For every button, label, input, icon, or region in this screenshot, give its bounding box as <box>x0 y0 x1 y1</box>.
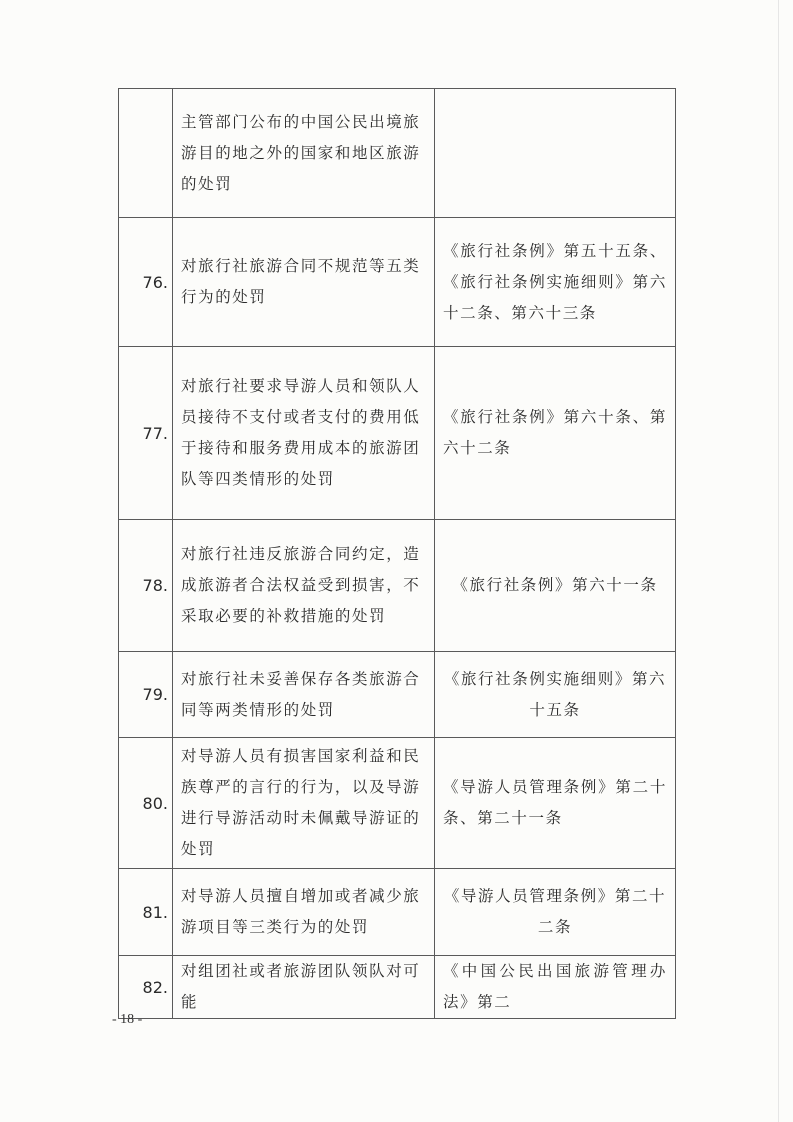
penalty-table <box>118 88 676 1019</box>
row-number: 77. <box>119 347 173 520</box>
legal-basis: 《旅行社条例》第五十五条、《旅行社条例实施细则》第六十二条、第六十三条 <box>435 218 676 347</box>
legal-basis: 《导游人员管理条例》第二十条、第二十一条 <box>435 738 676 869</box>
row-number: 81. <box>119 869 173 956</box>
legal-basis <box>435 89 676 218</box>
penalty-item: 对组团社或者旅游团队领队对可能 <box>173 956 435 1019</box>
row-number <box>119 89 173 218</box>
table-row <box>119 89 676 218</box>
table-row <box>119 869 676 956</box>
penalty-item: 对导游人员有损害国家利益和民族尊严的言行的行为，以及导游进行导游活动时未佩戴导游证的处罚 <box>173 738 435 869</box>
penalty-item: 对旅行社旅游合同不规范等五类行为的处罚 <box>173 218 435 347</box>
legal-basis: 《中国公民出国旅游管理办法》第二 <box>435 956 676 1019</box>
table-row <box>119 520 676 652</box>
legal-basis: 《旅行社条例实施细则》第六十五条 <box>435 652 676 738</box>
legal-basis: 《旅行社条例》第六十条、第六十二条 <box>435 347 676 520</box>
table-row <box>119 347 676 520</box>
penalty-item: 对旅行社违反旅游合同约定，造成旅游者合法权益受到损害，不采取必要的补救措施的处罚 <box>173 520 435 652</box>
penalty-item: 对旅行社未妥善保存各类旅游合同等两类情形的处罚 <box>173 652 435 738</box>
table-row <box>119 738 676 869</box>
table-row <box>119 218 676 347</box>
table-row <box>119 652 676 738</box>
penalty-item: 对导游人员擅自增加或者减少旅游项目等三类行为的处罚 <box>173 869 435 956</box>
legal-basis: 《旅行社条例》第六十一条 <box>435 520 676 652</box>
row-number: 76. <box>119 218 173 347</box>
scan-edge-line <box>778 0 779 1122</box>
penalty-item: 对旅行社要求导游人员和领队人员接待不支付或者支付的费用低于接待和服务费用成本的旅游团队等四类情形的处罚 <box>173 347 435 520</box>
penalty-item: 主管部门公布的中国公民出境旅游目的地之外的国家和地区旅游的处罚 <box>173 89 435 218</box>
legal-basis: 《导游人员管理条例》第二十二条 <box>435 869 676 956</box>
table-row <box>119 956 676 1019</box>
page-number: - 18 - <box>112 1012 143 1027</box>
row-number: 78. <box>119 520 173 652</box>
row-number: 79. <box>119 652 173 738</box>
row-number: 80. <box>119 738 173 869</box>
row-number: 82. <box>119 956 173 1019</box>
